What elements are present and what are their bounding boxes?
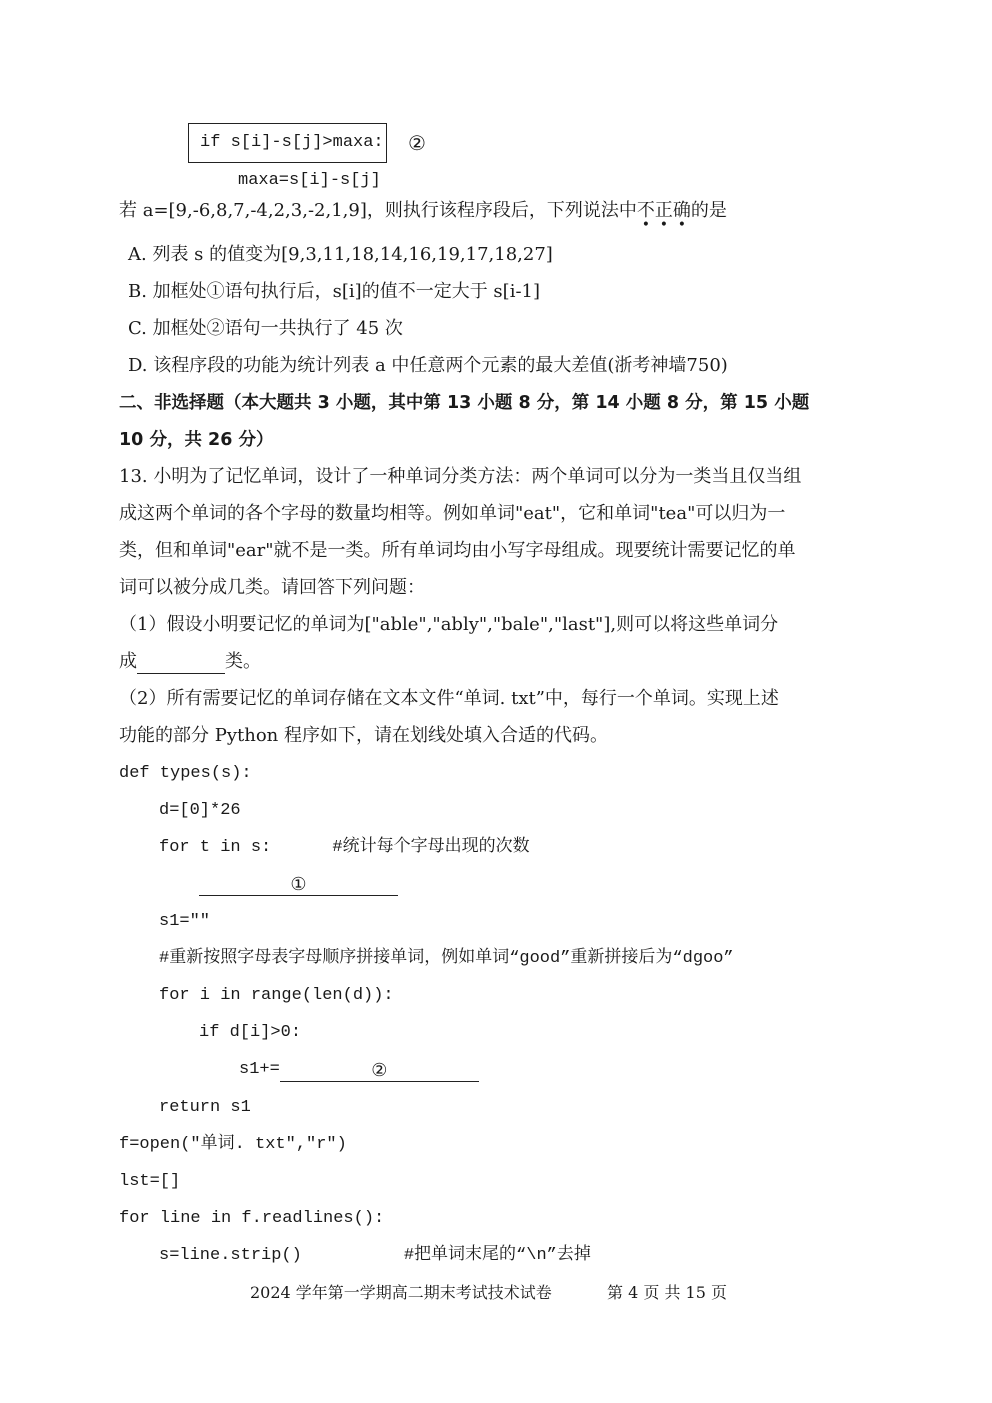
- q13-para-line3: 类，但和单词"ear"就不是一类。所有单词均由小写字母组成。现要统计需要记忆的单: [119, 540, 796, 561]
- code-for-i: for i in range(len(d)):: [159, 986, 394, 1005]
- code-s1-append: [239, 1058, 479, 1082]
- code-for-t: for t in s: #统计每个字母出现的次数: [159, 838, 530, 857]
- code-init-d: d=[0]*26: [159, 801, 241, 820]
- sub1-pre: 成: [119, 651, 137, 672]
- code-init-s1: s1="": [159, 912, 211, 931]
- code-if-d: if d[i]>0:: [199, 1023, 302, 1042]
- q12-stem: [119, 199, 727, 233]
- code-init-lst: lst=[]: [119, 1172, 181, 1191]
- marker-2: ②: [408, 131, 426, 155]
- code-for-line: for line in f.readlines():: [119, 1209, 385, 1228]
- emphasis-char: 正 •: [654, 200, 673, 233]
- answer-blank-2[interactable]: [280, 1059, 479, 1082]
- maxa-assignment: maxa=s[i]-s[j]: [238, 171, 381, 190]
- blank-1-marker: ①: [290, 874, 307, 895]
- q13-sub1-line2: [119, 650, 261, 674]
- option-b: B. 加框处①语句执行后，s[i]的值不一定大于 s[i-1]: [128, 281, 541, 302]
- code-comment-sort: #重新按照字母表字母顺序拼接单词，例如单词“good”重新拼接后为“dgoo”: [159, 949, 734, 968]
- q13-para-line1: 13. 小明为了记忆单词，设计了一种单词分类方法：两个单词可以分为一类当且仅当组: [119, 466, 802, 487]
- section-heading-line1: 二、非选择题（本大题共 3 小题，其中第 13 小题 8 分，第 14 小题 8 分，第 15 小题: [119, 393, 810, 413]
- q13-sub2-line1: （2）所有需要记忆的单词存储在文本文件“单词. txt”中，每行一个单词。实现上述: [119, 688, 779, 709]
- footer-exam-title: 2024 学年第一学期高二期末考试技术试卷: [250, 1283, 552, 1302]
- blank-2-marker: ②: [371, 1060, 388, 1081]
- code-return: return s1: [159, 1098, 251, 1117]
- sub1-post: 类。: [225, 651, 261, 672]
- q13-para-line2: 成这两个单词的各个字母的数量均相等。例如单词"eat"，它和单词"tea"可以归为一: [119, 503, 786, 524]
- option-d: D. 该程序段的功能为统计列表 a 中任意两个元素的最大差值(浙考神墙750): [128, 355, 728, 376]
- option-a: A. 列表 s 的值变为[9,3,11,18,14,16,19,17,18,27]: [128, 244, 553, 265]
- boxed-statement: if s[i]-s[j]>maxa:: [200, 133, 384, 152]
- code-strip: s=line.strip() #把单词末尾的“\n”去掉: [159, 1246, 591, 1265]
- s1-append-pre: s1+=: [239, 1060, 280, 1079]
- code-def-types: def types(s):: [119, 764, 252, 783]
- answer-blank-1[interactable]: [199, 873, 398, 896]
- footer-page-number: 第 4 页 共 15 页: [607, 1283, 727, 1302]
- answer-blank-sub1[interactable]: [137, 651, 225, 674]
- emphasis-char: 不 •: [636, 200, 655, 233]
- q12-stem-pre: 若 a=[9,-6,8,7,-4,2,3,-2,1,9]，则执行该程序段后，下列说法中: [119, 200, 637, 221]
- q13-sub2-line2: 功能的部分 Python 程序如下，请在划线处填入合适的代码。: [119, 725, 608, 746]
- code-blank-1-line: [199, 872, 398, 896]
- section-heading-line2: 10 分，共 26 分）: [119, 430, 274, 450]
- emphasis-char: 确 •: [672, 200, 691, 233]
- code-open-file: f=open("单词. txt","r"): [119, 1135, 347, 1154]
- q12-stem-post: 的是: [690, 200, 727, 221]
- q13-sub1-line1: （1）假设小明要记忆的单词为["able","ably","bale","last"],则可以将这些单词分: [119, 614, 779, 635]
- q13-para-line4: 词可以被分成几类。请回答下列问题：: [119, 577, 425, 598]
- option-c: C. 加框处②语句一共执行了 45 次: [128, 318, 403, 339]
